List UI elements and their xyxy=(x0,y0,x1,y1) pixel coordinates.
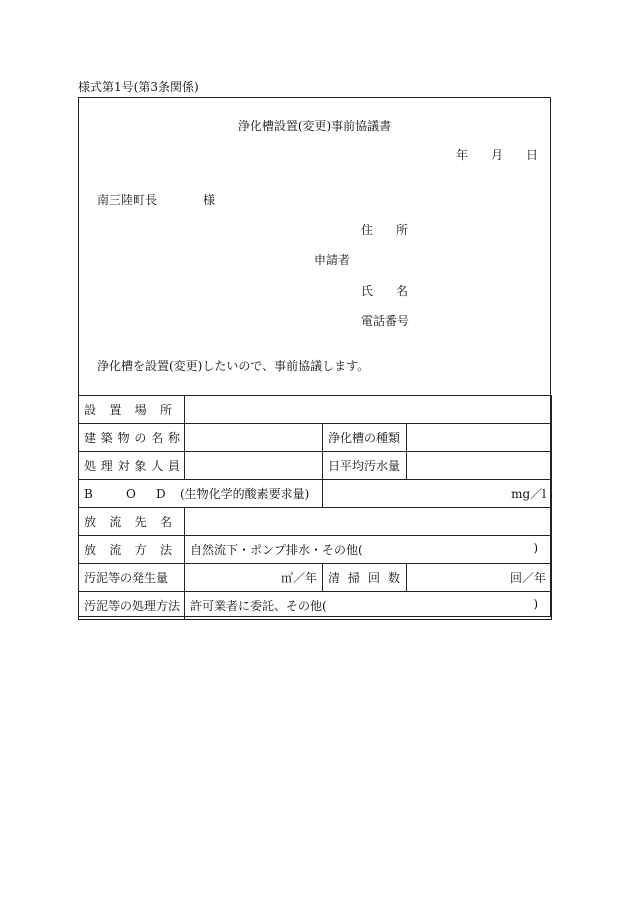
form-sheet xyxy=(78,97,551,617)
row-sludge-method xyxy=(79,592,552,620)
sludge-method-label: 汚泥等の処理方法 xyxy=(79,592,185,620)
discharge-method-close-paren: ) xyxy=(533,541,539,555)
applicant-label: 申請者 xyxy=(314,253,351,267)
row-location xyxy=(79,396,552,424)
row-target-persons xyxy=(79,452,552,480)
sludge-method-close-paren: ) xyxy=(533,597,539,611)
document-title: 浄化槽設置(変更)事前協議書 xyxy=(237,119,392,133)
date-month-label: 月 xyxy=(491,148,504,162)
discharge-method-options: 自然流下・ポンプ排水・その他( xyxy=(190,543,363,557)
bod-description: (生物化学的酸素要求量) xyxy=(180,487,310,501)
cleaning-count-label: 清 掃 回 数 xyxy=(323,564,407,592)
cleaning-count-field[interactable] xyxy=(407,564,552,592)
building-name-field[interactable] xyxy=(185,424,323,452)
daily-sewage-field[interactable] xyxy=(407,452,552,480)
sludge-amount-unit: ㎥／年 xyxy=(280,571,317,585)
row-discharge-method xyxy=(79,536,552,564)
sludge-amount-label: 汚泥等の発生量 xyxy=(79,564,185,592)
tank-type-field[interactable] xyxy=(407,424,552,452)
sludge-method-field[interactable] xyxy=(185,592,552,620)
sludge-amount-field[interactable] xyxy=(185,564,323,592)
details-table xyxy=(78,395,552,620)
sludge-method-options: 許可業者に委託、その他( xyxy=(190,599,327,613)
phone-label: 電話番号 xyxy=(361,314,410,328)
discharge-dest-label: 放 流 先 名 xyxy=(79,508,185,536)
row-building xyxy=(79,424,552,452)
cleaning-count-unit: 回／年 xyxy=(510,571,547,585)
daily-sewage-label: 日平均汚水量 xyxy=(323,452,407,480)
bod-b: B xyxy=(84,486,93,501)
row-bod xyxy=(79,480,552,508)
discharge-method-label: 放 流 方 法 xyxy=(79,536,185,564)
form-number: 様式第1号(第3条関係) xyxy=(78,80,199,94)
discharge-dest-field[interactable] xyxy=(185,508,552,536)
bod-o: O xyxy=(126,486,136,501)
tank-type-label: 浄化槽の種類 xyxy=(323,424,407,452)
addressee-honorific: 様 xyxy=(203,193,216,207)
addressee-name: 南三陸町長 xyxy=(97,193,158,207)
target-persons-label: 処 理 対 象 人 員 xyxy=(79,452,185,480)
name-label-1: 氏 xyxy=(361,284,374,298)
row-discharge-dest xyxy=(79,508,552,536)
bod-unit: mg／l xyxy=(511,487,547,501)
target-persons-field[interactable] xyxy=(185,452,323,480)
addressee xyxy=(97,191,215,208)
location-label: 設 置 場 所 xyxy=(79,396,185,424)
row-sludge-amount xyxy=(79,564,552,592)
date-day-label: 日 xyxy=(526,148,539,162)
date-year-label: 年 xyxy=(456,148,469,162)
bod-field[interactable] xyxy=(323,480,552,508)
bod-label xyxy=(79,480,323,508)
address-label-1: 住 xyxy=(361,223,374,237)
building-name-label: 建 築 物 の 名 称 xyxy=(79,424,185,452)
discharge-method-field[interactable] xyxy=(185,536,552,564)
bod-d: D xyxy=(156,486,166,501)
address-label-2: 所 xyxy=(396,223,409,237)
name-label-2: 名 xyxy=(396,284,409,298)
statement-text: 浄化槽を設置(変更)したいので、事前協議します。 xyxy=(97,359,370,373)
location-field[interactable] xyxy=(185,396,552,424)
